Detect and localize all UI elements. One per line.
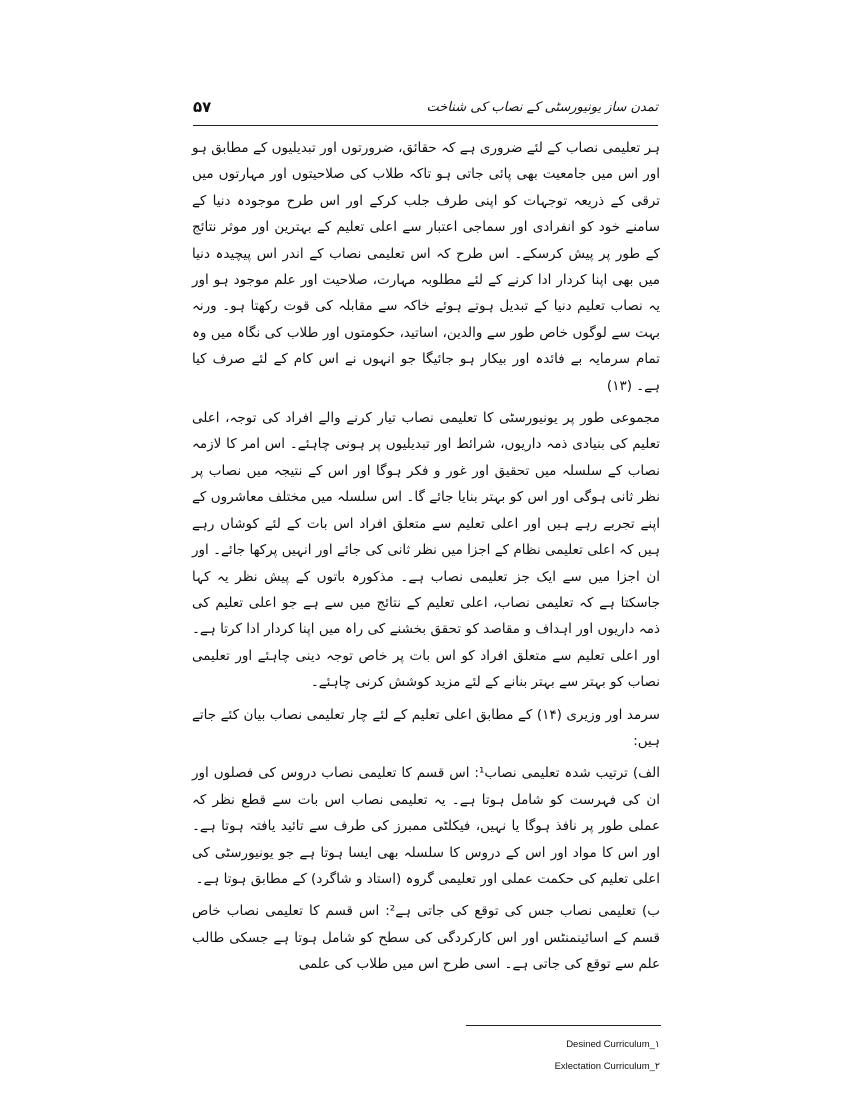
- paragraph-designed-curriculum: الف) ترتیب شدہ تعلیمی نصاب¹: اس قسم کا تعلیمی نصاب دروس کی فصلوں اور ان کی فہرست کو شامل ہوتا ہے۔ یہ تعلیمی نصاب اس بات سے قطع نظر کہ عملی طور پر نافذ ہوگا یا نہیں، فیکلٹی ممبرز کی طرف سے تائید یافتہ ہوتا ہے۔ اور اس کا مواد اور اس کے دروس کا سلسلہ بھی ایسا ہوتا ہے جو یونیورسٹی کی اعلی تعلیم کی حکمت عملی اور تعلیمی گروہ (استاد و شاگرد) کے مطابق ہوتا ہے۔: [192, 765, 660, 887]
- page-header: [193, 96, 658, 122]
- paragraph-four-curricula-intro: سرمد اور وزیری (۱۴) کے مطابق اعلی تعلیم کے لئے چار تعلیمی نصاب بیان کئے جاتے ہیں:: [192, 706, 660, 749]
- running-title: تمدن ساز یونیورسٹی کے نصاب کی شناخت: [426, 100, 658, 115]
- paragraph-curriculum-requirements: ہر تعلیمی نصاب کے لئے ضروری ہے کہ حقائق، ضرورتوں اور تبدیلیوں کے مطابق ہو اور اس میں جامعیت بھی پائی جاتی ہو تاکہ طلاب کی صلاحیتوں اور مہارتوں میں ترقی کے ذریعہ توجہات کو اپنی طرف جلب کرکے اور اس طرح موجودہ دنیا کے سامنے خود کو انفرادی اور سماجی اعتبار سے اعلی تعلیم کے بہترین اور موثر نتائج کے طور پر پیش کرسکے۔ اس طرح کہ اس تعلیمی نصاب کے اندر اس پیچیدہ دنیا میں بھی اپنا کردار ادا کرنے کے لئے مطلوبہ مہارت، صلاحیت اور علم موجود ہو اور یہ نصاب تعلیم دنیا کے تبدیل ہوتے ہوئے خاکہ سے مقابلہ کی قوت رکھتا ہو۔ ورنہ بہت سے لوگوں خاص طور سے والدین، اساتید، حکومتوں اور طلاب کی نگاہ میں وہ تمام سرمایہ بے فائدہ اور بیکار ہو جائیگا جو انہوں نے اس کام کے لئے صرف کیا ہے۔ (۱۳): [192, 140, 660, 394]
- footnote-2: Exlectation Curriculum_۲: [554, 1061, 660, 1072]
- body-text: [192, 135, 660, 984]
- paragraph-expectation-curriculum: ب) تعلیمی نصاب جس کی توقع کی جاتی ہے²: اس قسم کا تعلیمی نصاب خاص قسم کے اسائینمنٹس اور اس کارکردگی کی سطح کو شامل ہوتا ہے جسکی طالب علم سے توقع کی جاتی ہے۔ اسی طرح اس میں طلاب کی علمی: [192, 903, 660, 973]
- page-number: ۵۷: [193, 98, 212, 116]
- footnote-1: Desined Curriculum_۱: [566, 1039, 660, 1050]
- footnotes: [440, 1034, 660, 1078]
- footnote-rule: [466, 1025, 661, 1026]
- paragraph-curriculum-designers: مجموعی طور پر یونیورسٹی کا تعلیمی نصاب تیار کرنے والے افراد کی توجہ، اعلی تعلیم کی بنیادی ذمہ داریوں، شرائط اور تبدیلیوں پر ہونی چاہئے۔ اس امر کا لازمہ نصاب کے سلسلہ میں تحقیق اور غور و فکر ہوگا اور اس کے نتیجہ میں نصاب پر نظر ثانی ہوگی اور اس کو بہتر بنایا جائے گا۔ اس سلسلہ میں مختلف معاشروں کے اپنے تجربے رہے ہیں اور اعلی تعلیم سے متعلق افراد اس بات کے لئے کوشاں رہے ہیں کہ اعلی تعلیمی نظام کے اجزا میں نظر ثانی کی جائے اور انہیں پرکھا جائے۔ اور ان اجزا میں سے ایک جز تعلیمی نصاب ہے۔ مذکورہ باتوں کے پیش نظر یہ کہا جاسکتا ہے کہ تعلیمی نصاب، اعلی تعلیم کے نتائج میں سے ہے جو اعلی تعلیم کی ذمہ داریوں اور اہداف و مقاصد کو تحقق بخشنے کی راہ میں اپنا کردار ادا کرتا ہے۔ اور اعلی تعلیم سے متعلق افراد کو اس بات پر خاص توجہ دینی چاہئے اور تعلیمی نصاب کو بہتر سے بہتر بنانے کے لئے مزید کوشش کرنی چاہئے۔: [192, 410, 660, 691]
- header-rule: [193, 125, 658, 126]
